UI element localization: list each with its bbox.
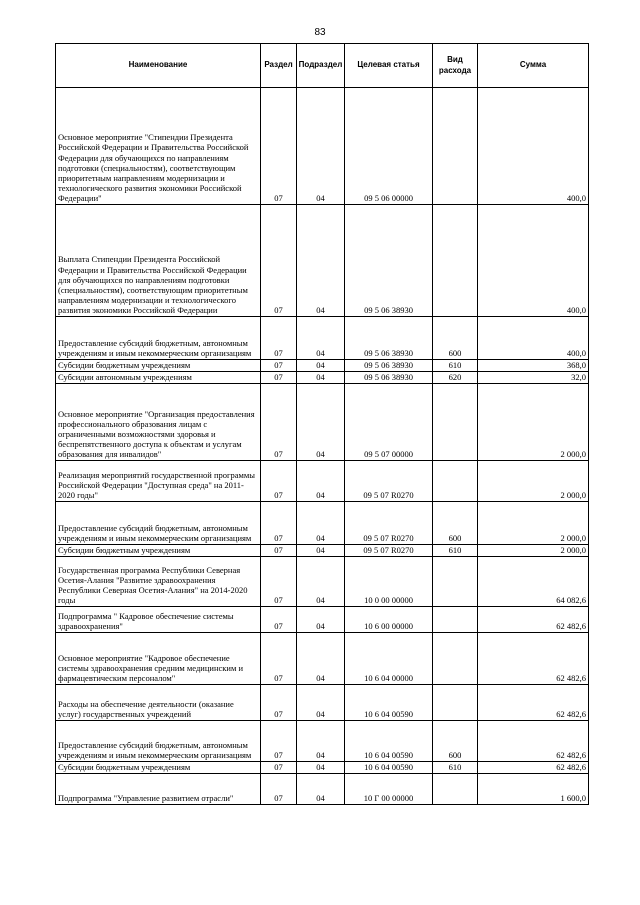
header-amount: Сумма [478, 44, 589, 88]
cell-subsection: 04 [297, 721, 345, 762]
cell-section: 07 [261, 205, 297, 317]
cell-subsection: 04 [297, 502, 345, 545]
cell-name: Предоставление субсидий бюджетным, автономным учреждениям и иным некоммерческим организациям [56, 317, 261, 360]
cell-amount: 62 482,6 [478, 721, 589, 762]
cell-subsection: 04 [297, 205, 345, 317]
cell-amount: 400,0 [478, 317, 589, 360]
cell-expense-type: 600 [433, 317, 478, 360]
table-row [56, 721, 589, 762]
cell-name: Выплата Стипендии Президента Российской Федерации и Правительства Российской Федерации для обучающихся по направлениям подготовки (специальностям), соответствующим приоритетным направлениям модернизации и технологического развития экономики Российской Федерации [56, 205, 261, 317]
cell-amount: 2 000,0 [478, 461, 589, 502]
cell-section: 07 [261, 721, 297, 762]
cell-target: 09 5 07 R0270 [345, 545, 433, 557]
cell-target: 10 0 00 00000 [345, 557, 433, 607]
cell-amount: 2 000,0 [478, 545, 589, 557]
cell-section: 07 [261, 685, 297, 721]
cell-section: 07 [261, 502, 297, 545]
table-row [56, 317, 589, 360]
header-name: Наименование [56, 44, 261, 88]
cell-target: 09 5 07 R0270 [345, 502, 433, 545]
cell-target: 10 Г 00 00000 [345, 774, 433, 805]
cell-amount: 64 082,6 [478, 557, 589, 607]
cell-target: 09 5 06 38930 [345, 360, 433, 372]
cell-amount: 2 000,0 [478, 502, 589, 545]
table-header-row [56, 44, 589, 88]
cell-amount: 400,0 [478, 205, 589, 317]
cell-amount: 400,0 [478, 88, 589, 205]
table-row [56, 461, 589, 502]
header-target: Целевая статья [345, 44, 433, 88]
cell-expense-type [433, 774, 478, 805]
cell-name: Субсидии автономным учреждениям [56, 372, 261, 384]
cell-expense-type [433, 685, 478, 721]
cell-name: Основное мероприятие "Кадровое обеспечение системы здравоохранения средним медицинским и фармацевтическим персоналом" [56, 633, 261, 685]
cell-name: Государственная программа Республики Северная Осетия-Алания "Развитие здравоохранения Республики Северная Осетия-Алания" на 2014-2020 годы [56, 557, 261, 607]
cell-expense-type: 610 [433, 360, 478, 372]
cell-section: 07 [261, 384, 297, 461]
table-row [56, 372, 589, 384]
cell-name: Расходы на обеспечение деятельности (оказание услуг) государственных учреждений [56, 685, 261, 721]
table-row [56, 607, 589, 633]
table-row [56, 762, 589, 774]
cell-expense-type [433, 607, 478, 633]
table-row [56, 502, 589, 545]
header-expense-type: Вид расхода [433, 44, 478, 88]
cell-subsection: 04 [297, 317, 345, 360]
cell-target: 09 5 06 38930 [345, 372, 433, 384]
cell-amount: 368,0 [478, 360, 589, 372]
header-subsection: Подраздел [297, 44, 345, 88]
cell-section: 07 [261, 762, 297, 774]
cell-amount: 62 482,6 [478, 633, 589, 685]
cell-subsection: 04 [297, 545, 345, 557]
cell-name: Подпрограмма " Кадровое обеспечение системы здравоохранения" [56, 607, 261, 633]
cell-target: 09 5 06 38930 [345, 205, 433, 317]
cell-subsection: 04 [297, 557, 345, 607]
cell-section: 07 [261, 372, 297, 384]
cell-section: 07 [261, 88, 297, 205]
cell-expense-type: 610 [433, 762, 478, 774]
cell-subsection: 04 [297, 384, 345, 461]
table-row [56, 545, 589, 557]
cell-target: 10 6 04 00590 [345, 685, 433, 721]
cell-subsection: 04 [297, 360, 345, 372]
cell-name: Предоставление субсидий бюджетным, автономным учреждениям и иным некоммерческим организациям [56, 502, 261, 545]
cell-name: Субсидии бюджетным учреждениям [56, 762, 261, 774]
cell-subsection: 04 [297, 607, 345, 633]
cell-subsection: 04 [297, 633, 345, 685]
budget-table [55, 43, 589, 805]
cell-subsection: 04 [297, 685, 345, 721]
cell-name: Реализация мероприятий государственной программы Российской Федерации "Доступная среда" на 2011-2020 годы" [56, 461, 261, 502]
cell-amount: 62 482,6 [478, 685, 589, 721]
cell-name: Предоставление субсидий бюджетным, автономным учреждениям и иным некоммерческим организациям [56, 721, 261, 762]
cell-target: 09 5 07 R0270 [345, 461, 433, 502]
cell-target: 10 6 04 00590 [345, 721, 433, 762]
cell-amount: 2 000,0 [478, 384, 589, 461]
cell-name: Субсидии бюджетным учреждениям [56, 545, 261, 557]
cell-target: 09 5 06 00000 [345, 88, 433, 205]
cell-section: 07 [261, 557, 297, 607]
table-row [56, 384, 589, 461]
cell-subsection: 04 [297, 372, 345, 384]
cell-section: 07 [261, 360, 297, 372]
cell-expense-type: 610 [433, 545, 478, 557]
table-row [56, 205, 589, 317]
header-section: Раздел [261, 44, 297, 88]
cell-expense-type [433, 88, 478, 205]
cell-target: 10 6 00 00000 [345, 607, 433, 633]
cell-name: Подпрограмма "Управление развитием отрасли" [56, 774, 261, 805]
cell-section: 07 [261, 633, 297, 685]
cell-section: 07 [261, 774, 297, 805]
cell-expense-type [433, 461, 478, 502]
cell-target: 09 5 06 38930 [345, 317, 433, 360]
cell-expense-type [433, 205, 478, 317]
page-number: 83 [314, 27, 326, 38]
cell-expense-type [433, 384, 478, 461]
cell-amount: 1 600,0 [478, 774, 589, 805]
cell-section: 07 [261, 545, 297, 557]
cell-expense-type [433, 557, 478, 607]
table-row [56, 557, 589, 607]
cell-name: Основное мероприятие "Организация предоставления профессионального образования лицам с ограниченными возможностями здоровья и беспрепятственного доступа к объектам и услугам образования для инвалидов" [56, 384, 261, 461]
table-row [56, 633, 589, 685]
cell-section: 07 [261, 317, 297, 360]
cell-expense-type [433, 633, 478, 685]
cell-section: 07 [261, 461, 297, 502]
cell-amount: 62 482,6 [478, 607, 589, 633]
cell-section: 07 [261, 607, 297, 633]
cell-subsection: 04 [297, 88, 345, 205]
cell-subsection: 04 [297, 762, 345, 774]
cell-name: Субсидии бюджетным учреждениям [56, 360, 261, 372]
cell-expense-type: 620 [433, 372, 478, 384]
cell-subsection: 04 [297, 774, 345, 805]
table-row [56, 88, 589, 205]
cell-amount: 62 482,6 [478, 762, 589, 774]
cell-expense-type: 600 [433, 502, 478, 545]
table-row [56, 360, 589, 372]
cell-target: 10 6 04 00000 [345, 633, 433, 685]
cell-amount: 32,0 [478, 372, 589, 384]
cell-subsection: 04 [297, 461, 345, 502]
cell-target: 10 6 04 00590 [345, 762, 433, 774]
cell-name: Основное мероприятие "Стипендии Президента Российской Федерации и Правительства Российской Федерации для обучающихся по направлениям подготовки (специальностям), соответствующим приоритетным направлениям модернизации и технологического развития экономики Российской Федерации" [56, 88, 261, 205]
cell-target: 09 5 07 00000 [345, 384, 433, 461]
table-row [56, 774, 589, 805]
cell-expense-type: 600 [433, 721, 478, 762]
table-row [56, 685, 589, 721]
